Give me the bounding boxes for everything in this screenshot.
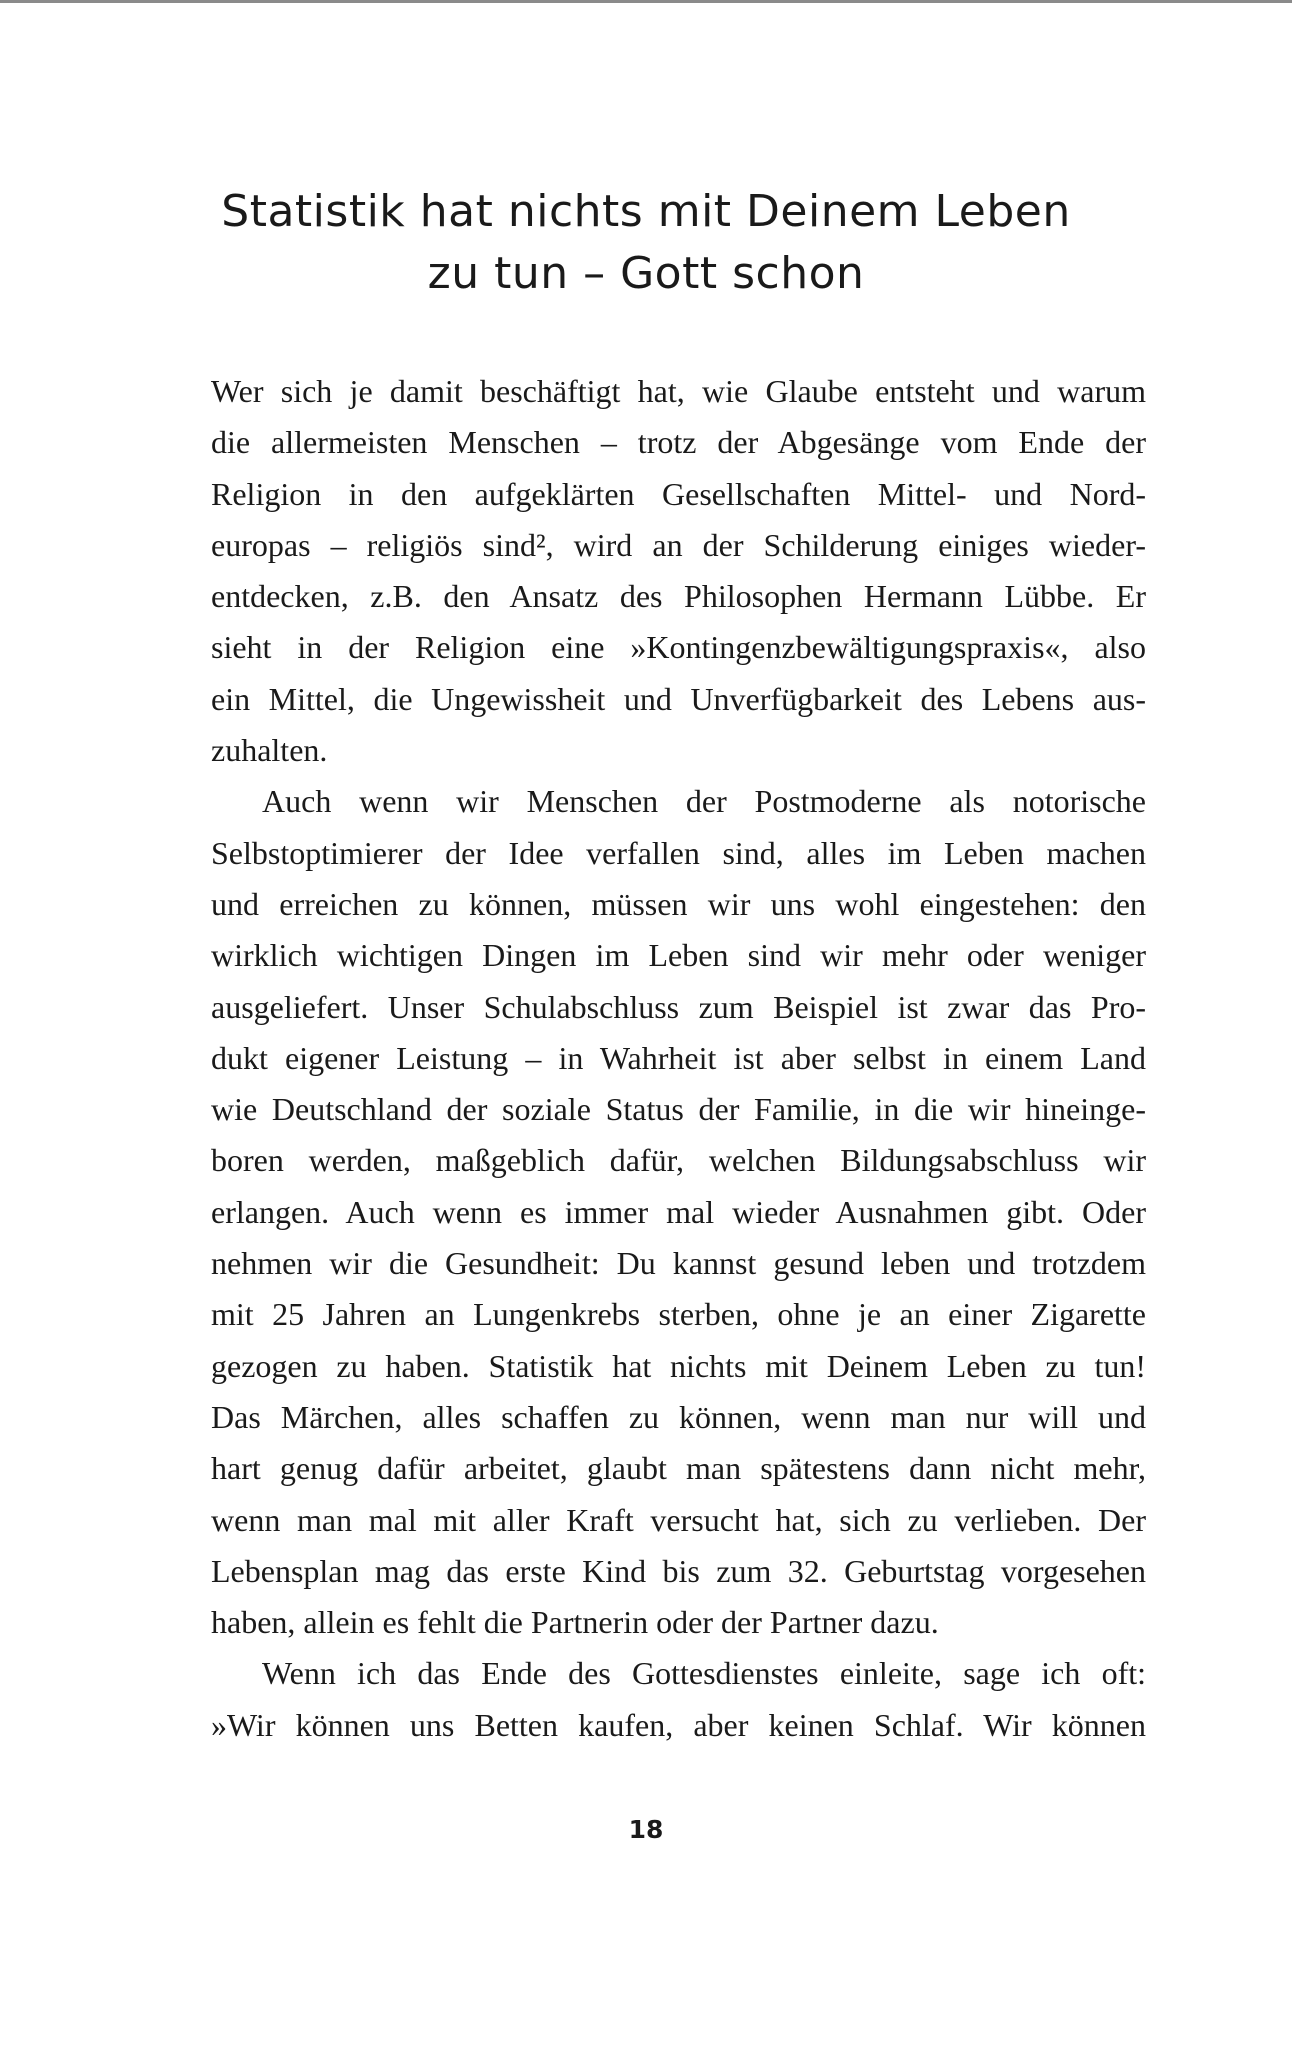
text-line: ein Mittel, die Ungewissheit und Unverfügbarkeit des Lebens aus- <box>211 680 1146 717</box>
chapter-title-line-2: zu tun – Gott schon <box>427 248 865 300</box>
text-line: Das Märchen, alles schaffen zu können, wenn man nur will und <box>211 1398 1146 1435</box>
text-line: und erreichen zu können, müssen wir uns wohl eingestehen: den <box>211 885 1146 922</box>
text-line: wirklich wichtigen Dingen im Leben sind wir mehr oder weniger <box>211 937 1146 974</box>
chapter-title <box>0 181 1292 305</box>
body-text <box>211 366 1146 1751</box>
text-line: Auch wenn wir Menschen der Postmoderne als notorische <box>262 783 1146 820</box>
text-line: haben, allein es fehlt die Partnerin oder der Partner dazu. <box>211 1604 939 1641</box>
text-line: Lebensplan mag das erste Kind bis zum 32. Geburtstag vorgesehen <box>211 1552 1146 1589</box>
paragraph-2 <box>211 776 1146 1648</box>
paragraph-3 <box>211 1648 1146 1751</box>
text-line: wenn man mal mit aller Kraft versucht hat, sich zu verlieben. Der <box>211 1501 1146 1538</box>
text-line: erlangen. Auch wenn es immer mal wieder Ausnahmen gibt. Oder <box>211 1193 1146 1230</box>
text-line: sieht in der Religion eine »Kontingenzbewältigungspraxis«, also <box>211 629 1146 666</box>
text-line: Selbstoptimierer der Idee verfallen sind, alles im Leben machen <box>211 834 1146 871</box>
text-line: wie Deutschland der soziale Status der Familie, in die wir hineinge- <box>211 1091 1146 1128</box>
text-line: entdecken, z.B. den Ansatz des Philosophen Hermann Lübbe. Er <box>211 578 1146 615</box>
text-line: die allermeisten Menschen – trotz der Abgesänge vom Ende der <box>211 424 1146 461</box>
text-line: gezogen zu haben. Statistik hat nichts mit Deinem Leben zu tun! <box>211 1347 1146 1384</box>
text-line: ausgeliefert. Unser Schulabschluss zum Beispiel ist zwar das Pro- <box>211 988 1146 1025</box>
text-line: »Wir können uns Betten kaufen, aber keinen Schlaf. Wir können <box>211 1706 1146 1743</box>
text-line: nehmen wir die Gesundheit: Du kannst gesund leben und trotzdem <box>211 1245 1146 1282</box>
text-line: hart genug dafür arbeitet, glaubt man spätestens dann nicht mehr, <box>211 1450 1146 1487</box>
text-line: Wer sich je damit beschäftigt hat, wie Glaube entsteht und warum <box>211 373 1146 409</box>
page-number: 18 <box>628 1815 664 1844</box>
text-line: Religion in den aufgeklärten Gesellschaften Mittel- und Nord- <box>211 475 1146 512</box>
chapter-title-line-1: Statistik hat nichts mit Deinem Leben <box>221 186 1071 238</box>
text-line: Wenn ich das Ende des Gottesdienstes einleite, sage ich oft: <box>262 1655 1146 1692</box>
text-line: dukt eigener Leistung – in Wahrheit ist aber selbst in einem Land <box>211 1039 1146 1076</box>
top-border-rule <box>0 0 1292 3</box>
paragraph-1 <box>211 366 1146 776</box>
text-line: boren werden, maßgeblich dafür, welchen Bildungsabschluss wir <box>211 1142 1146 1179</box>
text-line: zuhalten. <box>211 732 328 769</box>
text-line: mit 25 Jahren an Lungenkrebs sterben, ohne je an einer Zigarette <box>211 1296 1146 1333</box>
text-line: europas – religiös sind², wird an der Schilderung einiges wieder- <box>211 526 1146 563</box>
